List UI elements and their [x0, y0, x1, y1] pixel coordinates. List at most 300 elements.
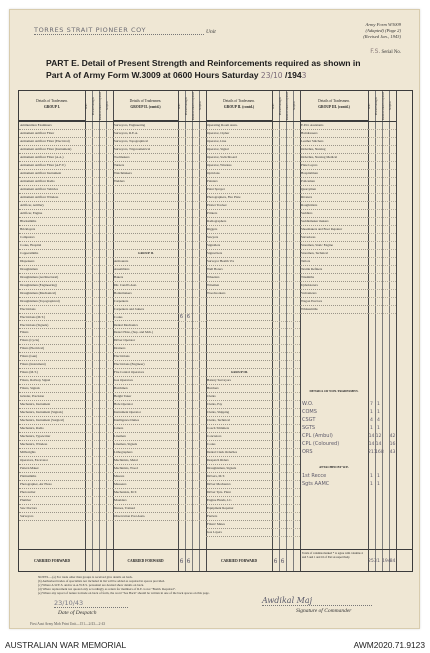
row-rule	[178, 265, 206, 266]
serial-value: F.S.	[370, 48, 381, 55]
column-divider	[192, 91, 193, 571]
row-rule	[178, 305, 206, 306]
row-rule	[178, 448, 206, 449]
row-rule	[272, 504, 300, 505]
table-row: Printers	[206, 210, 272, 218]
table-row: Electricians (Signals)	[19, 322, 85, 330]
table-row	[113, 210, 178, 218]
table-row: Fitters, Railway Signal	[19, 377, 85, 385]
table-row: Coach Trimmers	[206, 425, 272, 433]
row-rule	[178, 217, 206, 218]
row-rule	[85, 424, 113, 425]
row-rule	[178, 153, 206, 154]
row-rule	[85, 177, 113, 178]
row-rule	[85, 169, 113, 170]
row-rule	[272, 289, 300, 290]
column-header-sub: Reinforcements required	[382, 92, 385, 120]
table-row: Roughriders	[300, 202, 368, 210]
row-rule	[368, 177, 396, 178]
table-row: Plate Layers	[300, 162, 368, 170]
row-rule	[178, 177, 206, 178]
table-row: Electricians (Engineer)	[113, 361, 178, 369]
table-row: Plotter Tracker	[206, 202, 272, 210]
row-rule	[85, 376, 113, 377]
nontradesman-value: 4	[377, 418, 380, 424]
table-row: Butchers	[206, 385, 272, 393]
row-rule	[178, 281, 206, 282]
table-row: Fitters (Cycle)	[19, 337, 85, 345]
carried-forward-posted: 6	[186, 558, 191, 565]
table-row: Drivers, M.T.	[206, 473, 272, 481]
row-rule	[368, 201, 396, 202]
table-row: Concretors	[206, 433, 272, 441]
table-row: Platinsmiths	[19, 473, 85, 481]
table-row: Clerks	[206, 393, 272, 401]
nontradesman-value: 7	[370, 402, 373, 408]
row-rule	[272, 432, 300, 433]
details-label: Details of Tradesmen.	[223, 99, 255, 103]
row-rule	[272, 400, 300, 401]
table-row: Fitters (Instrument)	[19, 361, 85, 369]
row-rule	[85, 313, 113, 314]
details-label: Details of Tradesmen.	[129, 99, 162, 103]
table-row: Surveyors, Engineering	[113, 122, 178, 130]
nontradesman-label: CPL (Coloured)	[302, 441, 340, 448]
table-row: Stevedores	[300, 234, 368, 242]
table-row: Armourers	[113, 258, 178, 266]
table-row: Riveters	[300, 194, 368, 202]
row-rule	[85, 416, 113, 417]
nontradesman-value	[382, 401, 389, 409]
table-row: Painters	[206, 178, 272, 186]
nontradesman-value	[382, 425, 389, 433]
table-row: Dir. Candl's Asst.	[113, 282, 178, 290]
carried-forward-posted: 6	[280, 558, 285, 565]
row-rule	[368, 297, 396, 298]
nontradesman-label: 1st Recce	[302, 473, 327, 480]
form-ref-line: (Revised Jan., 1943)	[363, 34, 401, 40]
table-row: Fitters (M.T.)	[19, 369, 85, 377]
table-row: Carpenters	[113, 298, 178, 306]
column-divider	[178, 91, 179, 571]
table-row: Cooks	[206, 441, 272, 449]
row-rule	[178, 480, 206, 481]
nontradesman-value	[382, 473, 389, 481]
table-row: Tailors	[300, 258, 368, 266]
row-rule	[272, 233, 300, 234]
table-row: Quarrymen	[300, 186, 368, 194]
table-row: Gas Layers	[206, 529, 272, 537]
row-rule	[272, 129, 300, 130]
table-row: Assemblers	[113, 266, 178, 274]
table-row: Hairdressers	[300, 130, 368, 138]
row-rule	[85, 305, 113, 306]
row-rule	[178, 241, 206, 242]
row-rule	[368, 289, 396, 290]
table-row: Armament Artificer Fitter (A.A.)	[19, 154, 85, 162]
group-label: GROUP II. (contd.)	[223, 105, 255, 110]
row-rule	[178, 416, 206, 417]
nontradesman-value	[389, 425, 396, 433]
nontradesman-label: COMS	[302, 409, 317, 416]
table-row: Bricklayers	[19, 226, 85, 234]
table-row: Fitters' Mates	[206, 521, 272, 529]
row-rule	[272, 456, 300, 457]
row-rule	[178, 257, 206, 258]
row-rule	[272, 336, 300, 337]
table-row: Hatchmen	[113, 385, 178, 393]
carried-forward-we: 6	[273, 558, 278, 565]
table-row: Draughtsmen, Signals	[206, 465, 272, 473]
table-row: Armament Artificer Radio	[19, 178, 85, 186]
table-row: Operator, Line	[206, 138, 272, 146]
table-row: Linemen, Signals	[113, 441, 178, 449]
nontradesman-value: 1	[377, 402, 380, 408]
nontradesman-value: 16	[389, 442, 396, 448]
table-row: Welders	[113, 178, 178, 186]
table-row: Clerks, Shipping	[206, 409, 272, 417]
nontradesmen-header: DETAILS OF NON-TRADESMEN.	[309, 389, 359, 394]
table-row: Gas Operators	[113, 377, 178, 385]
column-header-sub: W.E.	[368, 103, 371, 109]
row-rule	[272, 161, 300, 162]
cooks-value: 6	[179, 313, 184, 320]
row-rule	[272, 241, 300, 242]
row-rule	[178, 209, 206, 210]
table-row: Instrument Operator	[113, 409, 178, 417]
row-rule	[272, 416, 300, 417]
table-row: Operator, Cipher	[206, 130, 272, 138]
row-rule	[178, 488, 206, 489]
row-rule	[178, 376, 206, 377]
serial-label: Serial No.	[381, 50, 401, 55]
row-rule	[272, 209, 300, 210]
row-rule	[178, 328, 206, 329]
carried-forward-label: CARRIED FORWARD	[33, 559, 71, 563]
table-row: Surveyors, Trigonometrical	[113, 146, 178, 154]
table-row: Storemen, Technical	[300, 250, 368, 258]
table-row: Armament Artificer Vehicles	[19, 186, 85, 194]
table-row	[113, 218, 178, 226]
form-ref-line: (Adapted) (Page 2)	[365, 28, 401, 34]
table-row: Armament Artificer Fitter (Electrical)	[19, 138, 85, 146]
form-page	[9, 9, 420, 629]
notes-block	[38, 575, 398, 595]
cooks-value: 6	[186, 313, 191, 320]
row-rule	[272, 344, 300, 345]
title-line-1: PART E. Detail of Present Strength and Reinforcements required as shown in	[46, 58, 361, 68]
table-row: Photographers, Fire Plate	[206, 194, 272, 202]
table-row	[206, 345, 272, 353]
row-rule	[368, 209, 396, 210]
row-rule	[85, 344, 113, 345]
table-row: Draughtsmen (Mechanical)	[19, 290, 85, 298]
nontradesman-value: 4	[370, 418, 373, 424]
table-row: Armament Artificer Fitter (A.F.V.)	[19, 162, 85, 170]
table-row: Fitters (Electrical)	[19, 345, 85, 353]
nontradesman-value: 43	[389, 450, 396, 456]
nontradesman-value	[382, 409, 389, 417]
row-rule	[178, 129, 206, 130]
row-rule	[368, 241, 396, 242]
table-row: Ammunition Examiners	[19, 122, 85, 130]
column-divider	[99, 91, 100, 571]
row-rule	[368, 225, 396, 226]
table-row: Cooks	[113, 314, 178, 322]
row-rule	[272, 480, 300, 481]
column-header-sub: W.E.	[85, 103, 88, 109]
table-row: Engine Hands, I.C.	[206, 497, 272, 505]
row-rule	[272, 536, 300, 537]
table-row: Intelligence Duties	[113, 417, 178, 425]
archive-name: AUSTRALIAN WAR MEMORIAL	[5, 640, 127, 650]
total-value: 84	[389, 559, 396, 564]
column-header-details	[206, 91, 272, 121]
table-row: Armament Artificer Instrument	[19, 170, 85, 178]
row-rule	[85, 384, 113, 385]
table-row: Electricians	[113, 353, 178, 361]
row-rule	[85, 488, 113, 489]
row-rule	[85, 440, 113, 441]
table-row: Signwriters	[206, 250, 272, 258]
note-line: (c) Where A.W.E.S. and/or A.A.W.E.S. personnel are desired show details on back.	[38, 583, 145, 588]
table-row: Operator, Signal	[206, 146, 272, 154]
table-row	[113, 234, 178, 242]
table-row: Dental Clerk Orderlies	[206, 449, 272, 457]
row-rule	[85, 496, 113, 497]
row-rule	[85, 400, 113, 401]
row-rule	[368, 193, 396, 194]
table-row: Signallers	[206, 242, 272, 250]
nontradesman-label: CSGT	[302, 417, 316, 424]
row-rule	[85, 480, 113, 481]
note-line: (d) Where replacement not quoted only accordingly as return for members of R.E. is not "Bomb. Required".	[38, 587, 176, 592]
table-row: Cooks, Hospital	[19, 242, 85, 250]
row-rule	[85, 408, 113, 409]
nontradesman-value	[389, 409, 396, 417]
table-row: Shoemakers and Boot Repairer	[300, 226, 368, 234]
row-rule	[178, 169, 206, 170]
row-rule	[85, 504, 113, 505]
table-row: Mechanics, Instrument (Surgical)	[19, 417, 85, 425]
table-row: Surveyors, R.E.A.	[113, 130, 178, 138]
row-rule	[85, 297, 113, 298]
row-rule	[178, 400, 206, 401]
column-header-sub: Posted Strength	[279, 97, 282, 115]
table-row: Wagon Erectors	[300, 298, 368, 306]
table-row: Armament Artificer Fitter (Instrument)	[19, 146, 85, 154]
table-row	[113, 242, 178, 250]
group-label: GROUP I.	[44, 105, 60, 110]
column-divider	[185, 91, 186, 571]
column-divider	[389, 91, 390, 571]
note-line: (e) Where any report of nature is made on back of form, the word "See Back" should be written in one of the back spaces on this page.	[38, 591, 210, 596]
row-rule	[85, 129, 113, 130]
nontradesman-value: 1	[370, 474, 373, 480]
row-rule	[85, 328, 113, 329]
total-value: 1	[377, 559, 380, 564]
row-rule	[178, 408, 206, 409]
table-row	[206, 298, 272, 306]
table-row: Mechanics, Radio	[19, 425, 85, 433]
column-header-details	[19, 91, 85, 121]
table-row	[206, 337, 272, 345]
table-row: Masseurs	[113, 481, 178, 489]
column-divider	[279, 91, 280, 571]
table-row: Surveyor Health Vrs	[206, 258, 272, 266]
table-row: Moulders	[113, 497, 178, 505]
title-year-hw: 3	[301, 70, 307, 80]
title-line-2	[46, 70, 406, 82]
table-row: Mechanics, Instrument (Signals)	[19, 409, 85, 417]
strength-table	[18, 90, 413, 572]
row-rule	[85, 153, 113, 154]
row-rule	[368, 281, 396, 282]
row-rule	[178, 201, 206, 202]
table-row: Paint Sprayer	[206, 186, 272, 194]
row-rule	[272, 464, 300, 465]
table-row: Driver Mechanics	[206, 481, 272, 489]
row-rule	[85, 217, 113, 218]
table-row: Policemen	[300, 178, 368, 186]
table-row: Upholsterers	[300, 282, 368, 290]
carried-forward-we: 6	[179, 558, 184, 565]
row-rule	[178, 360, 206, 361]
row-rule	[272, 297, 300, 298]
table-row: Sawyers	[206, 234, 272, 242]
table-row: Operator, Switchboard	[206, 154, 272, 162]
group-label: GROUP III. (contd.)	[318, 105, 350, 110]
column-divider	[106, 91, 107, 571]
row-rule	[272, 217, 300, 218]
row-rule	[272, 265, 300, 266]
table-row: Mechanics, Wireless	[19, 441, 85, 449]
table-row: Draughtsmen (Engineering)	[19, 282, 85, 290]
row-rule	[178, 368, 206, 369]
row-rule	[85, 368, 113, 369]
row-rule	[85, 241, 113, 242]
table-row: Armament Artificer Wireless	[19, 194, 85, 202]
archive-footer	[0, 637, 430, 653]
table-row: Despatch Riders	[206, 457, 272, 465]
table-row: Saddlers	[300, 210, 368, 218]
table-row: Fitters, Signals	[19, 385, 85, 393]
column-header-sub: Reinforcements required	[286, 92, 289, 120]
row-rule	[85, 289, 113, 290]
attached-header: ATTACHED BY W.E.	[318, 465, 350, 470]
row-rule	[85, 448, 113, 449]
row-rule	[178, 233, 206, 234]
table-row: Toolmakers	[113, 154, 178, 162]
table-row: Coppersmiths	[19, 250, 85, 258]
table-row	[113, 194, 178, 202]
nontradesman-value	[382, 417, 389, 425]
table-row: Watchmakers	[113, 170, 178, 178]
table-row: Driver Tpts. Plant	[206, 489, 272, 497]
row-rule	[272, 249, 300, 250]
table-row: Operator, Wireless	[206, 162, 272, 170]
nontradesman-value: 168	[375, 450, 384, 456]
row-rule	[178, 344, 206, 345]
nontradesman-value: 211	[368, 450, 377, 456]
row-rule	[368, 145, 396, 146]
nontradesman-value: 42	[389, 434, 396, 440]
nontradesman-value	[382, 481, 389, 489]
row-rule	[85, 145, 113, 146]
row-rule	[272, 488, 300, 489]
row-rule	[178, 225, 206, 226]
column-header-sub: Reinforcements required	[192, 92, 195, 120]
row-rule	[85, 265, 113, 266]
row-rule	[85, 432, 113, 433]
row-rule	[272, 257, 300, 258]
column-divider	[396, 91, 397, 571]
row-rule	[178, 249, 206, 250]
table-row: Millwrights	[19, 449, 85, 457]
totals-note: Totals of columns marked * to agree with columns 4 and 5 and 1 and 16 of Part A respectively.	[302, 551, 363, 559]
row-rule	[178, 424, 206, 425]
table-row: Electricians	[19, 306, 85, 314]
table-row: Well Borers	[206, 266, 272, 274]
row-rule	[85, 161, 113, 162]
table-row: Detect Hole, (Sup. and Mch.)	[113, 329, 178, 337]
row-rule	[178, 440, 206, 441]
row-rule	[272, 225, 300, 226]
row-rule	[178, 273, 206, 274]
column-divider	[92, 91, 93, 571]
row-rule	[272, 313, 300, 314]
table-row: Observation Post Assts.	[113, 513, 178, 521]
column-divider	[286, 91, 287, 571]
total-value: 253	[368, 559, 377, 564]
table-row: Clerks, Technical	[206, 417, 272, 425]
column-divider	[375, 91, 376, 571]
table-row: Turners	[113, 162, 178, 170]
row-rule	[85, 225, 113, 226]
row-rule	[272, 496, 300, 497]
row-rule	[368, 129, 396, 130]
row-rule	[272, 201, 300, 202]
row-rule	[368, 185, 396, 186]
nontradesman-value	[382, 441, 389, 449]
table-row: Lithographers	[113, 449, 178, 457]
nontradesman-value	[389, 401, 396, 409]
table-row: Riggers	[206, 226, 272, 234]
printer-line: First Aust Army Mob Print Unit—151—2/43—2-43	[30, 622, 106, 626]
table-row: Surveyors, Topographical	[113, 138, 178, 146]
row-rule	[85, 257, 113, 258]
note-line: (b) Authorised trades of specialists not included in list will be added as required in spaces provided.	[38, 579, 166, 584]
row-rule	[272, 424, 300, 425]
row-rule	[178, 384, 206, 385]
table-row: Drainers	[113, 345, 178, 353]
row-rule	[85, 209, 113, 210]
table-row: Dental Mechanics	[113, 322, 178, 330]
row-rule	[178, 161, 206, 162]
table-row: Opticians	[206, 170, 272, 178]
row-rule	[178, 185, 206, 186]
column-header-sub: W.E.	[178, 103, 181, 109]
commander-signature: Awdikal Maj	[262, 596, 372, 606]
row-rule	[178, 472, 206, 473]
group-label: GROUP II. (contd.)	[130, 105, 161, 110]
table-row	[206, 361, 272, 369]
column-header-details	[300, 91, 368, 121]
nontradesman-value: 1	[370, 482, 373, 488]
table-row: Draughtsmen	[19, 266, 85, 274]
row-rule	[368, 249, 396, 250]
row-rule	[85, 360, 113, 361]
